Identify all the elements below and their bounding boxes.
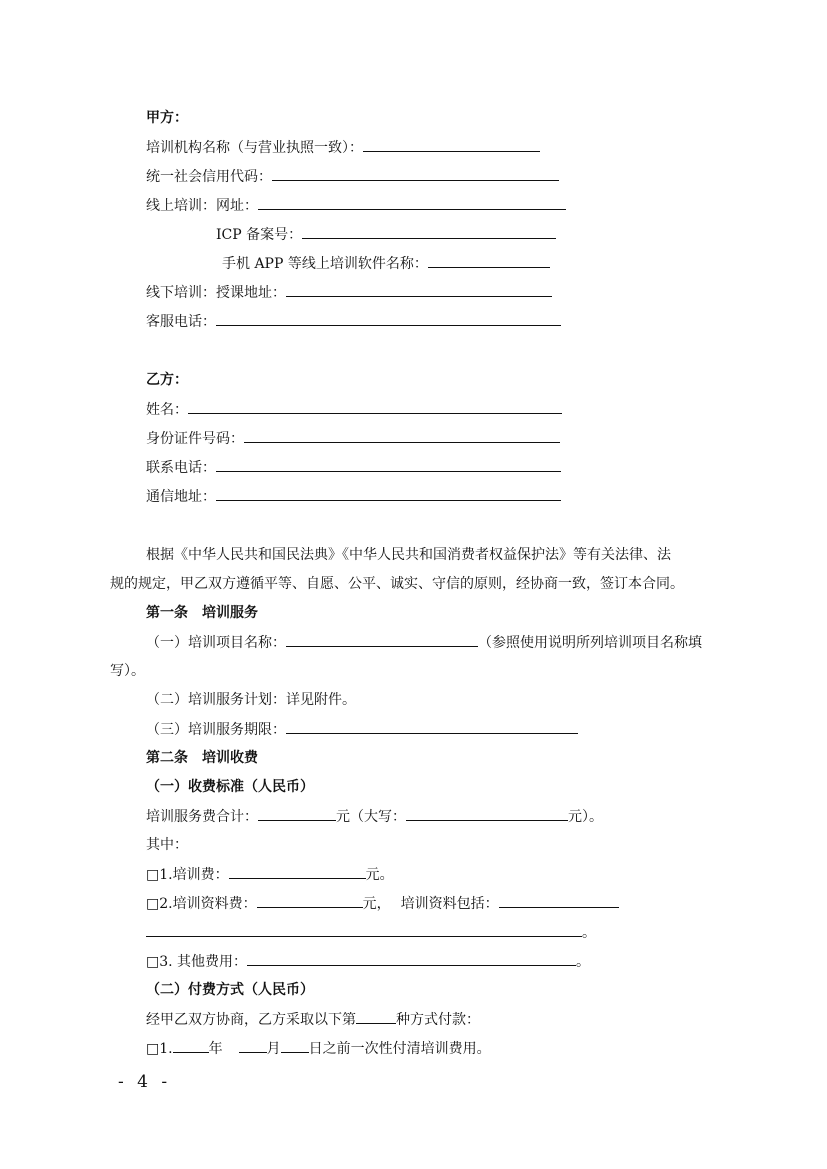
phone-label: 联系电话： bbox=[146, 460, 216, 476]
training-project-note-cont: 写）。 bbox=[110, 663, 145, 679]
offline-address-label: 线下培训：授课地址： bbox=[146, 285, 286, 301]
app-name-field[interactable] bbox=[428, 253, 550, 268]
payment-option-1-suffix: 日之前一次性付清培训费用。 bbox=[308, 1041, 491, 1057]
preamble-line-1: 根据《中华人民共和国民法典》《中华人民共和国消费者权益保护法》等有关法律、法 bbox=[146, 547, 671, 563]
icp-field[interactable] bbox=[302, 224, 556, 239]
training-period-label: （三）培训服务期限： bbox=[146, 722, 286, 738]
fee-2-unit: 元， bbox=[362, 896, 391, 912]
fee-3-period: 。 bbox=[576, 954, 591, 970]
party-b-address-row bbox=[146, 486, 561, 506]
fee-2-field[interactable] bbox=[257, 893, 363, 908]
party-a-credit-code-row bbox=[146, 166, 559, 186]
icp-label: ICP 备案号： bbox=[216, 227, 303, 243]
training-plan-row: （二）培训服务计划：详见附件。 bbox=[146, 692, 356, 708]
party-a-app-row bbox=[222, 253, 550, 273]
fee-2-label: 2.培训资料费： bbox=[159, 896, 257, 912]
year-label: 年 bbox=[208, 1041, 223, 1057]
fee-3-row bbox=[146, 951, 590, 971]
party-a-offline-row bbox=[146, 282, 552, 302]
payment-option-field[interactable] bbox=[356, 1009, 396, 1024]
month-label: 月 bbox=[266, 1041, 281, 1057]
fee-2-checkbox[interactable]: □ bbox=[146, 896, 160, 912]
org-name-label: 培训机构名称（与营业执照一致）： bbox=[146, 140, 363, 156]
payment-post-text: 种方式付款： bbox=[396, 1012, 480, 1028]
total-fee-field[interactable] bbox=[258, 806, 336, 821]
total-fee-unit: 元（大写： bbox=[336, 809, 406, 825]
phone-field[interactable] bbox=[216, 457, 561, 472]
offline-address-field[interactable] bbox=[286, 282, 552, 297]
party-a-org-name-row bbox=[146, 137, 540, 157]
address-label: 通信地址： bbox=[146, 489, 216, 505]
page-number: - 4 - bbox=[118, 1072, 172, 1092]
fee-standard-title: （一）收费标准（人民币） bbox=[146, 779, 314, 795]
training-project-note: （参照使用说明所列培训项目名称填 bbox=[478, 635, 702, 651]
payment-method-title: （二）付费方式（人民币） bbox=[146, 982, 314, 998]
fee-2-period: 。 bbox=[582, 925, 596, 941]
training-project-row bbox=[146, 632, 702, 652]
total-fee-uppercase-field[interactable] bbox=[406, 806, 568, 821]
party-b-phone-row bbox=[146, 457, 561, 477]
payment-option-1-row bbox=[146, 1038, 491, 1058]
preamble-line-2: 规的规定，甲乙双方遵循平等、自愿、公平、诚实、守信的原则，经协商一致，签订本合同。 bbox=[110, 576, 684, 592]
payment-option-1-checkbox[interactable]: □ bbox=[146, 1041, 160, 1057]
party-a-online-row bbox=[146, 195, 566, 215]
party-b-heading: 乙方： bbox=[146, 372, 188, 388]
party-b-name-row bbox=[146, 399, 562, 419]
payment-option-1-prefix: 1. bbox=[159, 1041, 173, 1057]
id-field[interactable] bbox=[244, 428, 560, 443]
fee-2-includes-field[interactable] bbox=[499, 893, 619, 908]
fee-2-includes-cont-field[interactable] bbox=[146, 922, 582, 937]
fee-1-row bbox=[146, 864, 394, 884]
fee-3-checkbox[interactable]: □ bbox=[146, 954, 160, 970]
training-period-field[interactable] bbox=[286, 719, 578, 734]
training-period-row bbox=[146, 719, 578, 739]
total-fee-row bbox=[146, 806, 603, 826]
day-field[interactable] bbox=[281, 1038, 309, 1053]
fee-1-checkbox[interactable]: □ bbox=[146, 867, 160, 883]
fee-1-unit: 元。 bbox=[365, 867, 394, 883]
credit-code-field[interactable] bbox=[272, 166, 559, 181]
party-a-heading: 甲方： bbox=[146, 110, 188, 126]
id-label: 身份证件号码： bbox=[146, 431, 244, 447]
article-2-title: 第二条 培训收费 bbox=[146, 750, 258, 766]
payment-pre-text: 经甲乙双方协商，乙方采取以下第 bbox=[146, 1012, 356, 1028]
name-label: 姓名： bbox=[146, 402, 188, 418]
credit-code-label: 统一社会信用代码： bbox=[146, 169, 272, 185]
fee-2-includes-label: 培训资料包括： bbox=[400, 896, 499, 912]
article-1-title: 第一条 培训服务 bbox=[146, 605, 258, 621]
fee-3-label: 3. 其他费用： bbox=[159, 954, 248, 970]
fee-1-label: 1.培训费： bbox=[159, 867, 229, 883]
total-fee-label: 培训服务费合计： bbox=[146, 809, 258, 825]
party-b-id-row bbox=[146, 428, 560, 448]
month-field[interactable] bbox=[239, 1038, 267, 1053]
app-name-label: 手机 APP 等线上培训软件名称： bbox=[222, 256, 428, 272]
service-phone-field[interactable] bbox=[216, 311, 561, 326]
training-project-field[interactable] bbox=[286, 632, 478, 647]
payment-choice-row bbox=[146, 1009, 480, 1029]
fee-2-row bbox=[146, 893, 619, 913]
fee-2-includes-cont-row bbox=[146, 922, 596, 942]
year-field[interactable] bbox=[173, 1038, 209, 1053]
training-project-label: （一）培训项目名称： bbox=[146, 635, 286, 651]
online-website-label: 线上培训：网址： bbox=[146, 198, 258, 214]
fee-3-field[interactable] bbox=[247, 951, 576, 966]
address-field[interactable] bbox=[216, 486, 561, 501]
org-name-field[interactable] bbox=[363, 137, 540, 152]
name-field[interactable] bbox=[188, 399, 562, 414]
party-a-icp-row bbox=[216, 224, 556, 244]
among-label: 其中： bbox=[146, 837, 188, 853]
service-phone-label: 客服电话： bbox=[146, 314, 216, 330]
website-field[interactable] bbox=[258, 195, 566, 210]
total-fee-close: 元）。 bbox=[568, 809, 603, 825]
party-a-service-phone-row bbox=[146, 311, 561, 331]
fee-1-field[interactable] bbox=[229, 864, 366, 879]
